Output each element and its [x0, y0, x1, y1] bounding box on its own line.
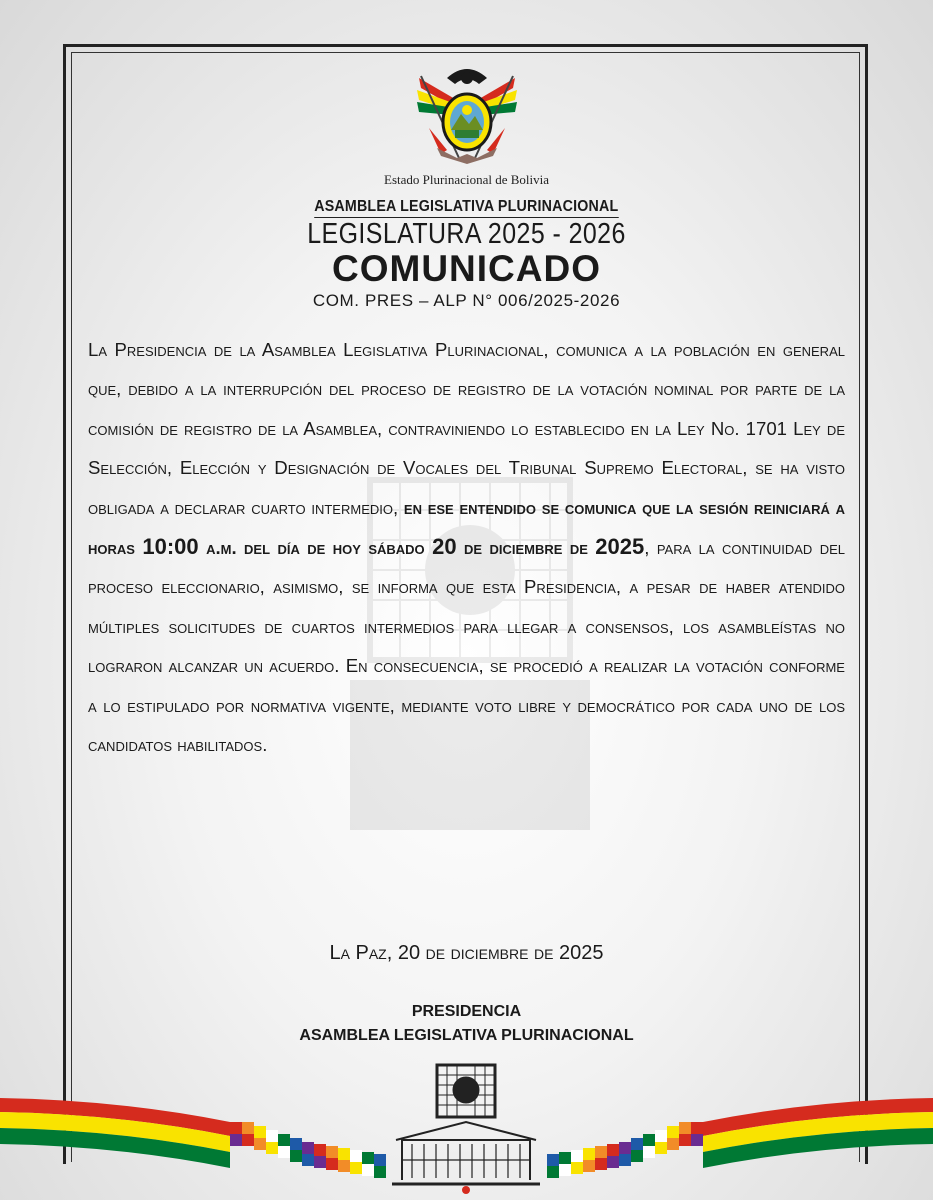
body-text: Ley	[677, 417, 705, 439]
bolivian-flag-ribbon-left	[0, 1098, 230, 1168]
session-day: 20	[432, 534, 457, 560]
assembly-building-logo-icon	[392, 1065, 540, 1194]
legislatura-heading: LEGISLATURA 2025 - 2026	[307, 218, 626, 250]
state-name: Estado Plurinacional de Bolivia	[384, 172, 549, 187]
bolivian-flag-ribbon-right	[703, 1098, 933, 1168]
body-text: La	[88, 339, 108, 360]
body-text: Vocales	[402, 457, 469, 479]
body-text: . 1701	[734, 417, 794, 439]
body-text	[427, 339, 435, 360]
body-text: Legislativa	[343, 339, 428, 360]
body-text: , a pesar de haber atendido múltiples solicitudes de cuartos intermedios para llegar a consensos, los asambleístas no lograron alcanzar un acuerdo.	[88, 576, 846, 677]
body-text: , contraviniendo lo establecido en la	[377, 417, 677, 439]
body-text: Presidencia	[524, 576, 616, 598]
body-text: Asamblea	[261, 339, 336, 360]
session-year: 2025	[595, 534, 645, 560]
body-text: ,	[166, 457, 180, 479]
body-text: Plurinacional	[434, 339, 544, 360]
wiphala-ribbon	[230, 1122, 703, 1178]
emphasis-text-part: a.m. del día de hoy sábado	[198, 537, 433, 559]
place-and-date: La Paz, 20 de diciembre de 2025	[329, 942, 604, 964]
body-text: No	[710, 417, 735, 439]
assembly-name-heading: ASAMBLEA LEGISLATIVA PLURINACIONAL	[314, 198, 618, 218]
body-text: Designación	[274, 457, 370, 479]
body-text: Electoral	[661, 457, 743, 479]
body-text: de	[820, 417, 845, 439]
bolivia-coat-of-arms-icon	[407, 58, 527, 168]
document-title: COMUNICADO	[332, 248, 601, 289]
body-text: , para la continuidad del proceso eleccionario, asimismo, se informa que esta	[88, 537, 845, 598]
body-text: Presidencia	[114, 339, 207, 360]
body-text: y	[250, 457, 275, 479]
body-text: de la	[206, 339, 262, 360]
signature-line-1: PRESIDENCIA	[411, 1003, 522, 1020]
emphasis-text-part: en ese entendido se comunica que la sesión reiniciará a horas	[88, 496, 845, 559]
document-code: COM. PRES – ALP N° 006/2025-2026	[312, 291, 621, 310]
body-text: Ley	[793, 417, 821, 439]
document-header	[0, 58, 933, 311]
body-text: Tribunal	[508, 457, 577, 479]
body-text: consecuencia, se procedió a realizar la votación conforme a lo estipulado por normativa vigente, mediante voto libre y democrático por cada uno de los candidatos habilitados.	[88, 655, 845, 756]
body-text: , comunica a la población en general que, debido a la interrupción del proceso de registro de la votación nominal por parte de la comisión de registro de la	[88, 339, 845, 439]
body-text: Asamblea	[303, 417, 378, 439]
body-text: Selección	[88, 457, 167, 479]
signature-block	[0, 1000, 933, 1048]
body-text: de	[369, 457, 403, 479]
body-text: , se ha visto obligada a declarar cuarto intermedio,	[88, 457, 845, 518]
body-text: del	[468, 457, 509, 479]
body-text	[107, 339, 115, 360]
emphasis-text-part: de diciembre de	[456, 537, 596, 559]
body-text: En	[345, 655, 368, 677]
signature-line-2: ASAMBLEA LEGISLATIVA PLURINACIONAL	[299, 1027, 634, 1044]
session-time: 10:00	[142, 534, 199, 560]
footer-flag-ribbon	[0, 1060, 933, 1200]
body-text: Supremo	[584, 457, 654, 479]
communique-body	[88, 330, 845, 764]
body-text: Elección	[179, 457, 251, 479]
